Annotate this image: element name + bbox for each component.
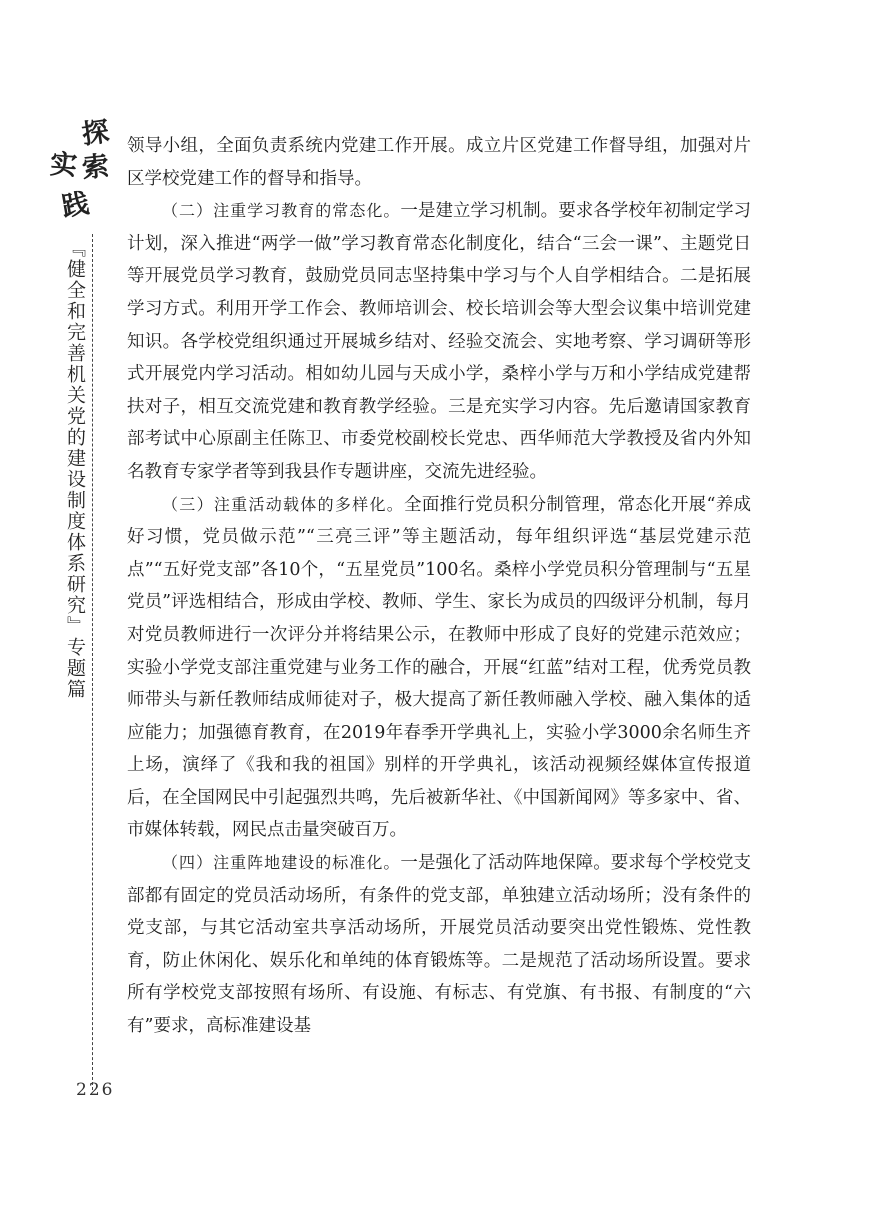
logo-char: 索 bbox=[80, 150, 111, 185]
dashed-divider bbox=[92, 234, 93, 1090]
section-heading: （二）注重学习教育的常态化。 bbox=[162, 201, 401, 221]
page-sidebar bbox=[44, 118, 116, 1138]
paragraph-text: 一是强化了活动阵地保障。要求每个学校党支部都有固定的党员活动场所，有条件的党支部，单独建立活动场所；没有条件的党支部，与其它活动室共享活动场所，开展党员活动要突出党性锻炼、党性教育，防止休闲化、娱乐化和单纯的体育锻炼等。二是规范了活动场所设置。要求所有学校党支部按照有场所、有设施、有标志、有党旗、有书报、有制度的“六有”要求，高标准建设基 bbox=[127, 853, 751, 1037]
paragraph-text: 全面推行党员积分制管理，常态化开展“养成好习惯，党员做示范”“三亮三评”等主题活动，每年组织评选“基层党建示范点”“五好党支部”各10个，“五星党员”100名。桑梓小学党员积分管理制与“五星党员”评选相结合，形成由学校、教师、学生、家长为成员的四级评分机制，每月对党员教师进行一次评分并将结果公示，在教师中形成了良好的党建示范效应；实验小学党支部注重党建与业务工作的融合，开展“红蓝”结对工程，优秀党员教师带头与新任教师结成师徒对子，极大提高了新任教师融入学校、融入集体的适应能力；加强德育教育，在2019年春季开学典礼上，实验小学3000余名师生齐上场，演绎了《我和我的祖国》别样的开学典礼，该活动视频经媒体宣传报道后，在全国网民中引起强烈共鸣，先后被新华社、《中国新闻网》等多家中、省、市媒体转载，网民点击量突破百万。 bbox=[127, 494, 751, 841]
body-text bbox=[127, 130, 751, 1043]
logo-char: 探 bbox=[79, 116, 112, 151]
page-number: 226 bbox=[76, 1080, 115, 1100]
paragraph bbox=[127, 195, 751, 488]
section-heading: （四）注重阵地建设的标准化。 bbox=[162, 853, 401, 873]
logo-char: 践 bbox=[59, 187, 92, 224]
paragraph-text: 领导小组，全面负责系统内党建工作开展。成立片区党建工作督导组，加强对片区学校党建工作的督导和指导。 bbox=[127, 136, 751, 189]
section-heading: （三）注重活动载体的多样化。 bbox=[162, 494, 405, 514]
calligraphy-logo bbox=[44, 118, 116, 230]
vertical-book-title: 『健全和完善机关党的建设制度体系研究』专题篇 bbox=[64, 238, 86, 700]
paragraph-text: 一是建立学习机制。要求各学校年初制定学习计划，深入推进“两学一做”学习教育常态化制度化，结合“三会一课”、主题党日等开展党员学习教育，鼓励党员同志坚持集中学习与个人自学相结合。二是拓展学习方式。利用开学工作会、教师培训会、校长培训会等大型会议集中培训党建知识。各学校党组织通过开展城乡结对、经验交流会、实地考察、学习调研等形式开展党内学习活动。相如幼儿园与天成小学，桑梓小学与万和小学结成党建帮扶对子，相互交流党建和教育教学经验。三是充实学习内容。先后邀请国家教育部考试中心原副主任陈卫、市委党校副校长党忠、西华师范大学教授及省内外知名教育专家学者等到我县作专题讲座，交流先进经验。 bbox=[127, 201, 751, 482]
paragraph bbox=[127, 847, 751, 1043]
paragraph bbox=[127, 130, 751, 195]
logo-char: 实 bbox=[48, 149, 79, 182]
paragraph bbox=[127, 489, 751, 848]
